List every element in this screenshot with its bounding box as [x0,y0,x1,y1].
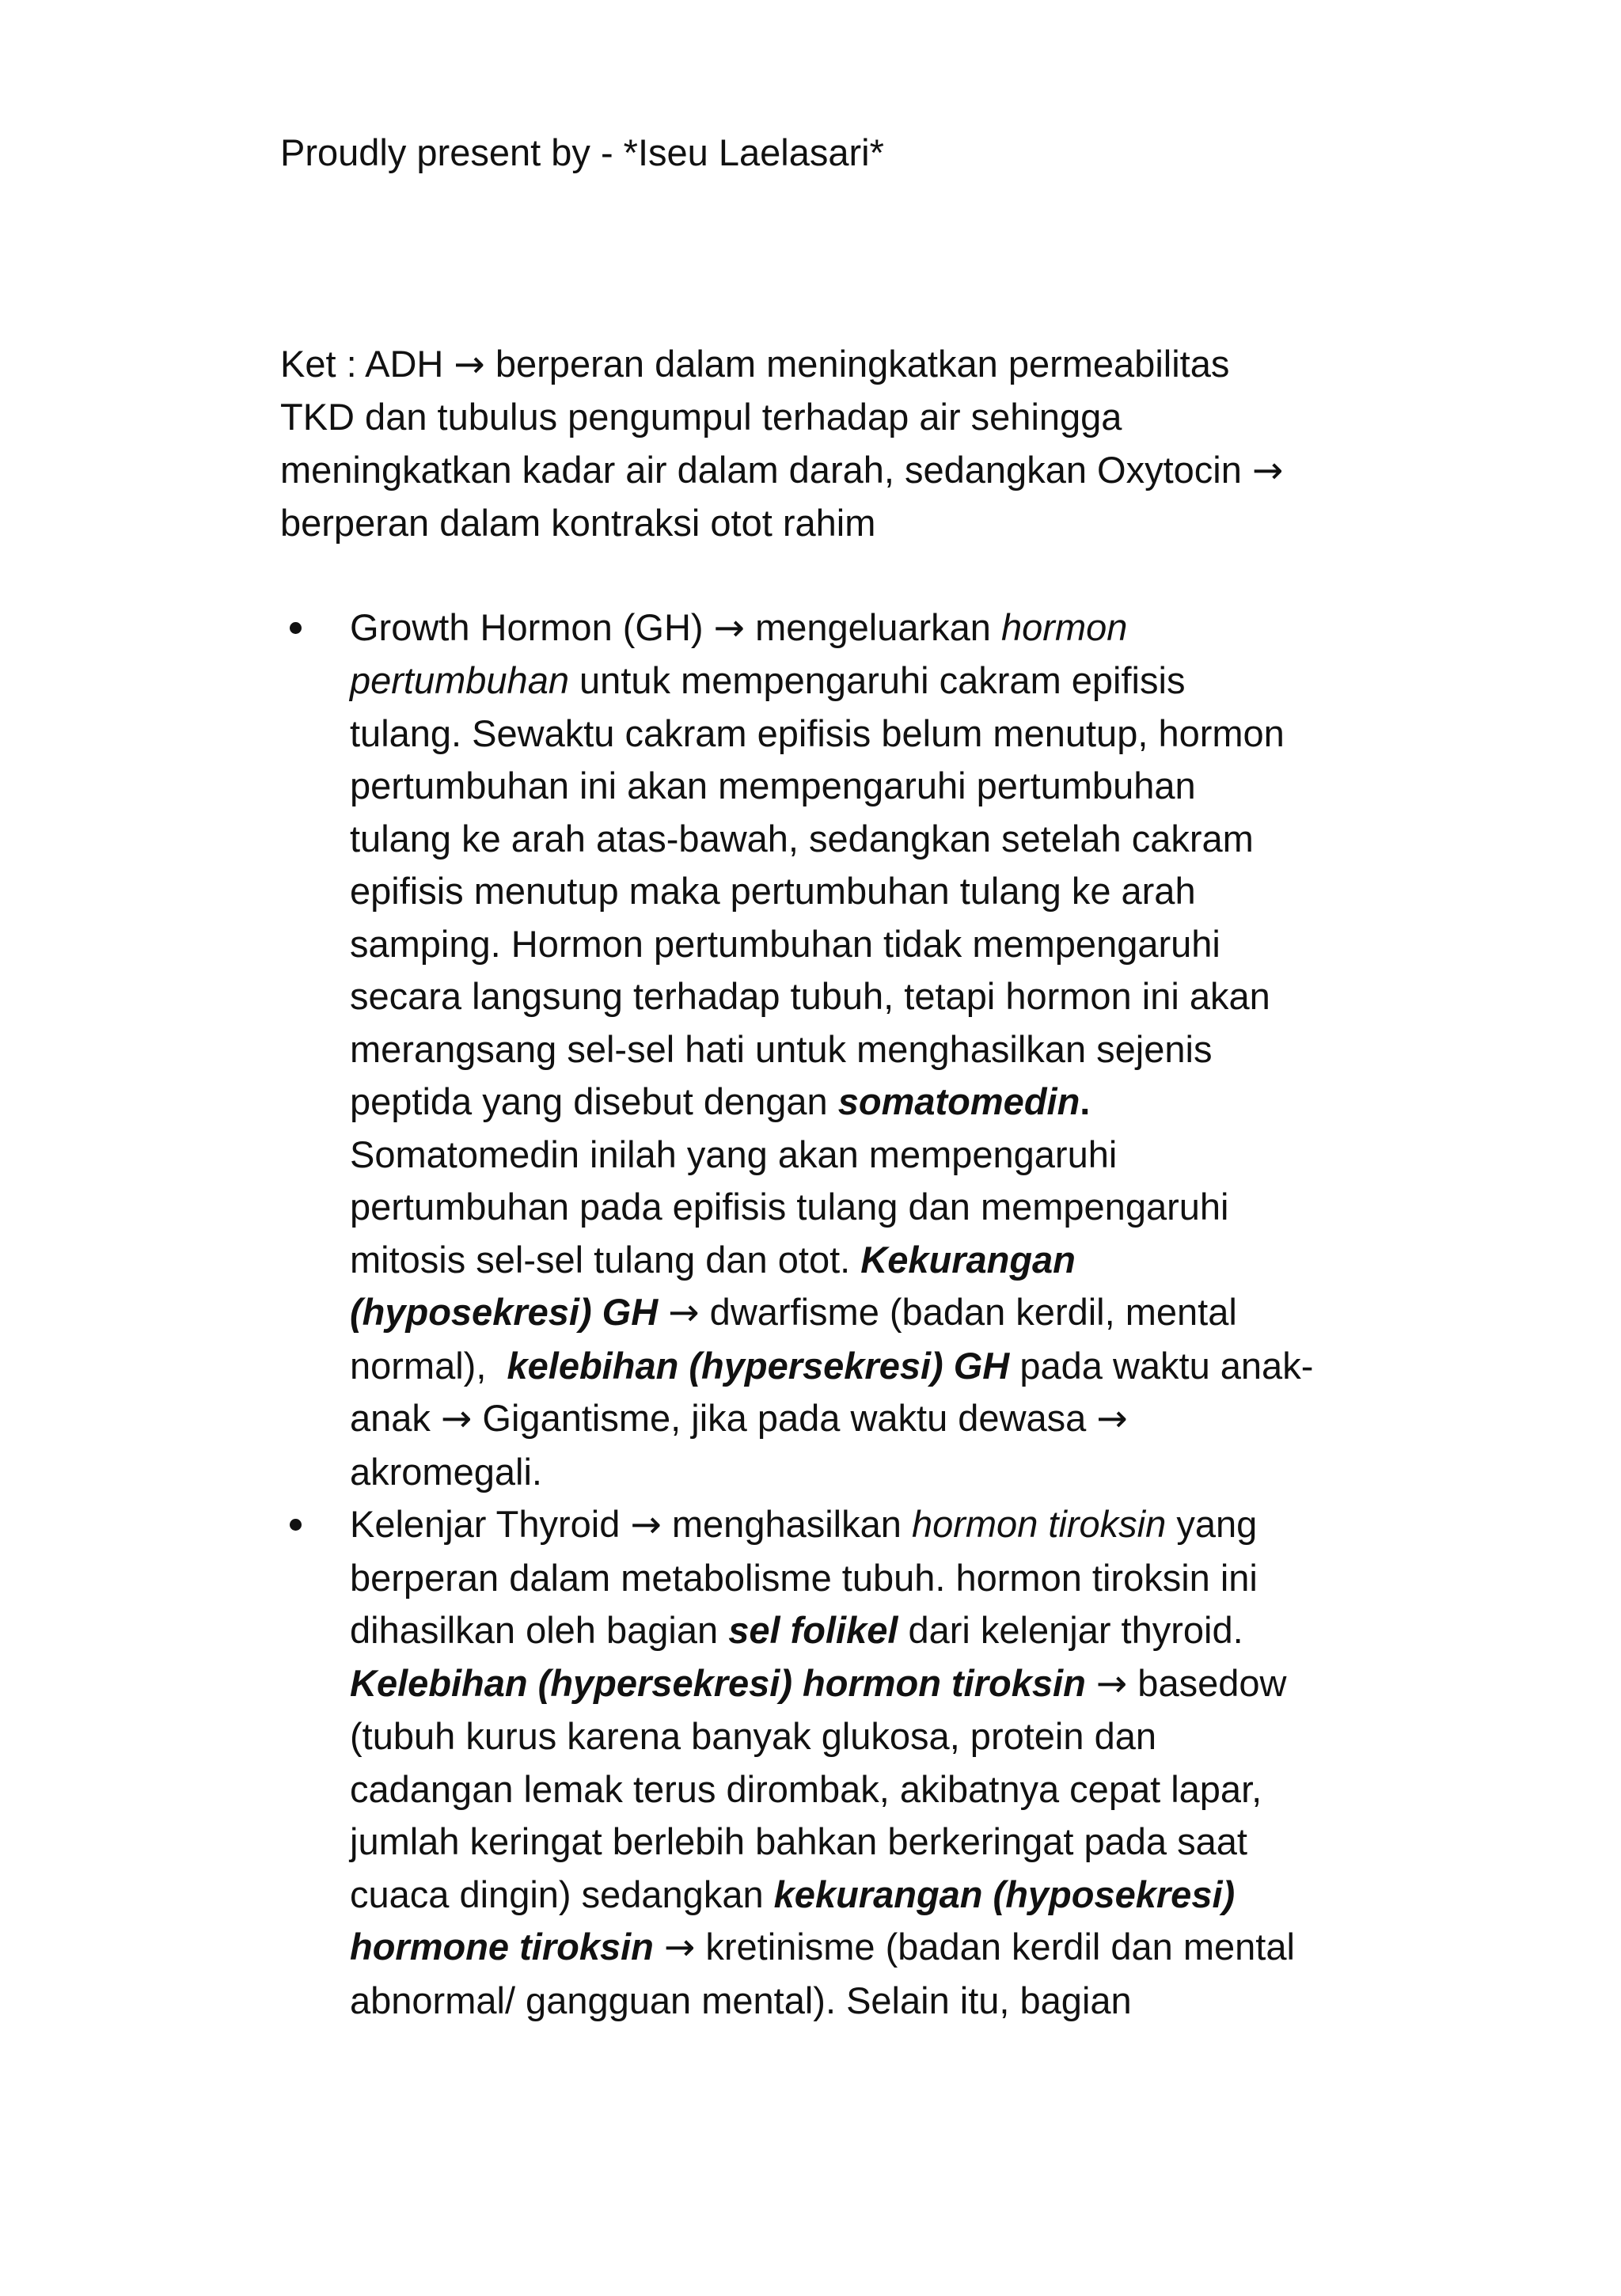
text-line [350,1498,1372,1552]
italic-term: hormon [1001,605,1128,648]
text-line [350,655,1372,708]
document-header: Proudly present by - *Iseu Laelasari* [280,131,884,173]
document-page [280,127,1372,2027]
text-line: Somatomedin inilah yang akan mempengaruhi [350,1133,1118,1175]
italic-term: hormon tiroksin [911,1503,1167,1545]
text-span: Kelenjar Thyroid [350,1503,631,1545]
text-span: mitosis sel-sel tulang dan otot. [350,1238,861,1281]
bold-italic-term: kelebihan (hypersekresi) GH [507,1344,1010,1387]
list-item-thyroid [280,1498,1372,2027]
text-line: merangsang sel-sel hati untuk menghasilkan sejenis [350,1027,1213,1070]
text-span: meningkatkan kadar air dalam darah, sedangkan Oxytocin [280,448,1242,491]
ket-label: Ket : ADH [280,342,444,385]
bullet-list [280,602,1372,2028]
bold-italic-term: kekurangan (hyposekresi) [773,1873,1236,1915]
text-span: kretinisme (badan kerdil dan mental [695,1926,1295,1968]
right-arrow-icon: → [1095,1661,1128,1706]
text-line: jumlah keringat berlebih bahkan berkeringat pada saat [350,1820,1247,1862]
text-span: dihasilkan oleh bagian [350,1609,729,1651]
text-line: akromegali. [350,1450,542,1493]
text-span: menghasilkan [661,1503,912,1545]
text-span: peptida yang disebut dengan [350,1080,838,1122]
text-span: yang [1166,1503,1258,1545]
text-line: tulang ke arah atas-bawah, sedangkan setelah cakram [350,817,1254,860]
bold-italic-term: sel folikel [728,1609,898,1651]
right-arrow-icon: → [1096,1397,1128,1440]
text-line [350,1286,1372,1340]
text-line: abnormal/ gangguan mental). Selain itu, bagian [350,1979,1132,2021]
right-arrow-icon: → [440,1397,473,1440]
text-line: epifisis menutup maka pertumbuhan tulang ke arah [350,870,1196,912]
text-span: untuk mempengaruhi cakram epifisis [568,659,1186,701]
right-arrow-icon: → [1251,448,1284,492]
right-arrow-icon: → [713,605,746,650]
right-arrow-icon: → [663,1926,696,1969]
text-line [350,602,1372,655]
bullet-icon [290,1519,302,1531]
text-line: pertumbuhan ini akan mempengaruhi pertumbuhan [350,765,1196,806]
text-line [280,444,1372,498]
text-span: normal), [350,1344,507,1387]
text-span: dwarfisme (badan kerdil, mental [699,1291,1237,1333]
text-line [280,338,1372,392]
bold-italic-term: somatomedin [837,1080,1080,1122]
text-line: cadangan lemak terus dirombak, akibatnya cepat lapar, [350,1767,1262,1810]
italic-term: pertumbuhan [350,659,569,701]
text-span: cuaca dingin) sedangkan [350,1873,774,1915]
text-span: . [1080,1080,1091,1122]
text-span: dari kelenjar thyroid. [898,1609,1243,1651]
bold-italic-term: hormone tiroksin [350,1926,664,1968]
text-line [350,1604,1372,1657]
text-line: berperan dalam kontraksi otot rahim [280,502,876,544]
text-span: Growth Hormon (GH) [350,605,714,648]
text-span: mengeluarkan [745,605,1002,648]
text-line: secara langsung terhadap tubuh, tetapi hormon ini akan [350,975,1270,1017]
list-item-growth-hormone [280,602,1372,1499]
ket-paragraph [280,338,1372,550]
right-arrow-icon: → [668,1291,700,1334]
bullet-icon [290,622,302,634]
text-span: pada waktu anak- [1009,1344,1314,1387]
text-line [350,1340,1372,1393]
text-line: berperan dalam metabolisme tubuh. hormon tiroksin ini [350,1556,1258,1599]
text-span: berperan dalam meningkatkan permeabilitas [484,342,1230,385]
text-line: (tubuh kurus karena banyak glukosa, protein dan [350,1715,1156,1757]
text-span: anak [350,1397,441,1439]
text-span: basedow [1127,1661,1287,1704]
bold-italic-term: Kelebihan (hypersekresi) hormon tiroksin [350,1661,1096,1704]
text-line: pertumbuhan pada epifisis tulang dan mempengaruhi [350,1186,1229,1228]
text-line [350,1234,1372,1287]
text-line: tulang. Sewaktu cakram epifisis belum menutup, hormon [350,712,1285,754]
text-span: Gigantisme, jika pada waktu dewasa [472,1397,1097,1439]
text-line: samping. Hormon pertumbuhan tidak mempengaruhi [350,922,1220,965]
right-arrow-icon: → [454,342,485,386]
bold-italic-term: (hyposekresi) GH [350,1291,669,1333]
text-line [350,1869,1372,1922]
text-line [350,1076,1372,1129]
bold-italic-term: Kekurangan [860,1238,1076,1281]
text-line [350,1657,1372,1711]
text-line: TKD dan tubulus pengumpul terhadap air sehingga [280,396,1122,438]
right-arrow-icon: → [630,1503,662,1546]
text-line [350,1392,1372,1446]
text-line [350,1921,1372,1975]
